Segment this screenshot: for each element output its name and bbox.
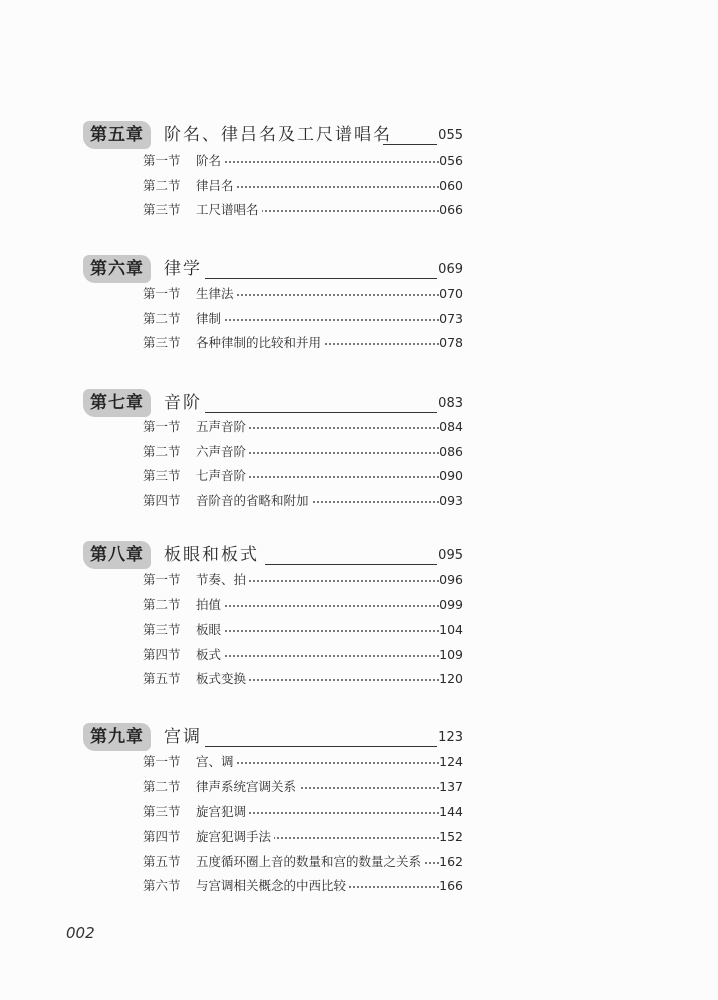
- toc-entry: [143, 417, 463, 437]
- section-number: 第四节: [143, 647, 181, 662]
- section-title: 生律法: [196, 284, 237, 304]
- section-title: 板式: [196, 645, 224, 665]
- section-number: 第四节: [143, 493, 181, 508]
- section-page: 124: [439, 754, 463, 769]
- chapter-5-heading: [83, 121, 463, 149]
- section-page: 152: [439, 829, 463, 844]
- section-number: 第一节: [143, 286, 181, 301]
- section-title: 阶名: [196, 151, 224, 171]
- section-number: 第三节: [143, 335, 181, 350]
- toc-entry: [143, 777, 463, 797]
- section-title: 板式变换: [196, 669, 249, 689]
- dot-leader: [196, 655, 439, 657]
- toc-entry: [143, 620, 463, 640]
- chapter-label: 第六章: [83, 255, 151, 283]
- section-title: 律声系统宫调关系: [196, 777, 299, 797]
- section-page: 109: [439, 647, 463, 662]
- section-page: 086: [439, 444, 463, 459]
- section-title: 旋宫犯调: [196, 802, 249, 822]
- chapter-leader-line: [265, 545, 437, 565]
- section-title: 六声音阶: [196, 442, 249, 462]
- toc-entry: [143, 852, 463, 872]
- section-title: 与宫调相关概念的中西比较: [196, 876, 349, 896]
- section-page: 073: [439, 311, 463, 326]
- section-title: 工尺谱唱名: [196, 200, 262, 220]
- section-page: 070: [439, 286, 463, 301]
- section-number: 第六节: [143, 878, 181, 893]
- section-title: 五声音阶: [196, 417, 249, 437]
- chapter-leader-line: [383, 125, 437, 145]
- section-number: 第二节: [143, 311, 181, 326]
- chapter-8-heading: [83, 541, 463, 569]
- section-title: 拍值: [196, 595, 224, 615]
- section-page: 066: [439, 202, 463, 217]
- section-number: 第五节: [143, 854, 181, 869]
- section-page: 084: [439, 419, 463, 434]
- chapter-page: 095: [438, 548, 463, 563]
- toc-entry: [143, 284, 463, 304]
- chapter-label: 第五章: [83, 121, 151, 149]
- toc-entry: [143, 595, 463, 615]
- section-number: 第四节: [143, 829, 181, 844]
- section-title: 七声音阶: [196, 466, 249, 486]
- section-page: 096: [439, 572, 463, 587]
- section-number: 第五节: [143, 671, 181, 686]
- toc-entry: [143, 466, 463, 486]
- section-number: 第三节: [143, 202, 181, 217]
- dot-leader: [196, 605, 439, 607]
- section-page: 137: [439, 779, 463, 794]
- section-page: 099: [439, 597, 463, 612]
- chapter-leader-line: [205, 727, 437, 747]
- section-title: 音阶音的省略和附加: [196, 491, 312, 511]
- section-title: 五度循环圈上音的数量和宫的数量之关系: [196, 852, 424, 872]
- section-number: 第一节: [143, 153, 181, 168]
- toc-entry: [143, 491, 463, 511]
- section-number: 第二节: [143, 178, 181, 193]
- chapter-page: 083: [438, 396, 463, 411]
- chapter-title: 音阶: [164, 393, 202, 413]
- section-title: 律制: [196, 309, 224, 329]
- section-page: 056: [439, 153, 463, 168]
- section-number: 第三节: [143, 804, 181, 819]
- section-page: 104: [439, 622, 463, 637]
- section-number: 第三节: [143, 468, 181, 483]
- chapter-title: 阶名、律吕名及工尺谱唱名: [164, 125, 392, 145]
- chapter-label: 第七章: [83, 389, 151, 417]
- toc-entry: [143, 442, 463, 462]
- section-page: 060: [439, 178, 463, 193]
- toc-entry: [143, 309, 463, 329]
- section-number: 第一节: [143, 572, 181, 587]
- toc-entry: [143, 669, 463, 689]
- chapter-leader-line: [205, 393, 437, 413]
- toc-entry: [143, 151, 463, 171]
- section-number: 第二节: [143, 444, 181, 459]
- section-number: 第一节: [143, 419, 181, 434]
- section-page: 162: [439, 854, 463, 869]
- toc-entry: [143, 802, 463, 822]
- chapter-page: 055: [438, 128, 463, 143]
- toc-entry: [143, 827, 463, 847]
- section-title: 板眼: [196, 620, 224, 640]
- toc-entry: [143, 876, 463, 896]
- section-title: 宫、调: [196, 752, 237, 772]
- chapter-label: 第八章: [83, 541, 151, 569]
- dot-leader: [196, 161, 439, 163]
- section-page: 093: [439, 493, 463, 508]
- toc-entry: [143, 752, 463, 772]
- section-number: 第一节: [143, 754, 181, 769]
- toc-entry: [143, 176, 463, 196]
- chapter-label: 第九章: [83, 723, 151, 751]
- dot-leader: [196, 319, 439, 321]
- dot-leader: [196, 630, 439, 632]
- section-page: 078: [439, 335, 463, 350]
- toc-entry: [143, 570, 463, 590]
- section-title: 律吕名: [196, 176, 237, 196]
- section-page: 166: [439, 878, 463, 893]
- section-page: 120: [439, 671, 463, 686]
- section-title: 节奏、拍: [196, 570, 249, 590]
- page-number: 002: [66, 924, 95, 942]
- chapter-9-heading: [83, 723, 463, 751]
- section-number: 第二节: [143, 597, 181, 612]
- chapter-title: 律学: [164, 259, 202, 279]
- chapter-title: 板眼和板式: [164, 545, 259, 565]
- chapter-6-heading: [83, 255, 463, 283]
- toc-entry: [143, 333, 463, 353]
- chapter-title: 宫调: [164, 727, 202, 747]
- section-number: 第三节: [143, 622, 181, 637]
- section-title: 各种律制的比较和并用: [196, 333, 324, 353]
- section-number: 第二节: [143, 779, 181, 794]
- section-page: 090: [439, 468, 463, 483]
- section-page: 144: [439, 804, 463, 819]
- toc-entry: [143, 200, 463, 220]
- chapter-page: 123: [438, 730, 463, 745]
- section-title: 旋宫犯调手法: [196, 827, 274, 847]
- chapter-7-heading: [83, 389, 463, 417]
- chapter-page: 069: [438, 262, 463, 277]
- toc-entry: [143, 645, 463, 665]
- chapter-leader-line: [205, 259, 437, 279]
